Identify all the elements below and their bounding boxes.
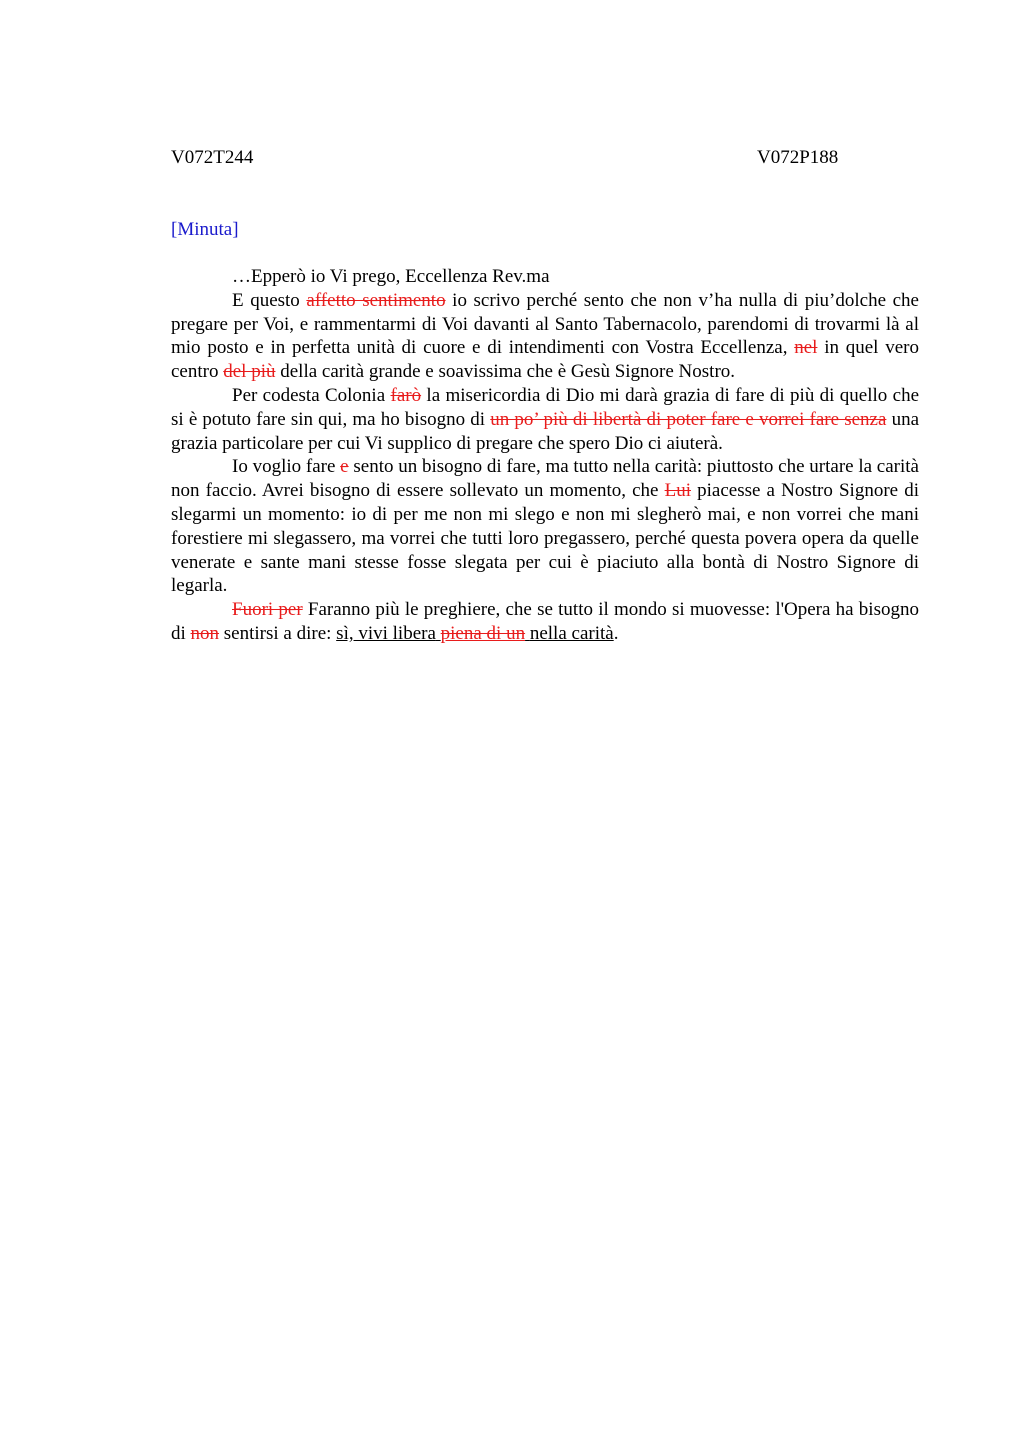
deleted-text: piena di un <box>440 622 526 644</box>
deleted-text: Fuori per <box>232 599 303 621</box>
underlined-text: nella carità <box>529 622 614 644</box>
paragraph-text: Per codesta Colonia <box>232 384 391 406</box>
paragraph-text: Faranno più le preghiere, che se tutto il mondo si muovesse: l'Opera ha bisogno di <box>171 599 919 644</box>
paragraph-2 <box>171 289 919 384</box>
paragraph-text: in quel vero centro <box>171 337 919 383</box>
paragraph-text: sentirsi a dire: <box>219 622 337 644</box>
deleted-text: farò <box>390 384 422 406</box>
deleted-text: del più <box>223 361 276 383</box>
paragraph-text: piacesse a Nostro Signore di slegarmi un momento: io di per me non mi slego e non mi slegherò mai, e non vorrei che mani forestiere mi slegassero, ma vorrei che tutti loro pregassero, perché questa povera opera da quelle venerate e sante mani stesse fosse slegata per cui è piaciuto alla bontà di Nostro Signore di legarla. <box>171 480 919 597</box>
deleted-text: nel <box>794 337 818 359</box>
paragraph-text: sento un bisogno di fare, ma tutto nella carità: piuttosto che urtare la carità non faccio. Avrei bisogno di essere sollevato un momento, che <box>171 456 919 502</box>
letter-body <box>171 265 919 646</box>
minuta-label: [Minuta] <box>171 219 239 240</box>
document-code-left: V072T244 <box>171 147 254 168</box>
paragraph-5 <box>171 598 919 646</box>
paragraph-text: …Epperò io Vi prego, Eccellenza Rev.ma <box>232 266 550 287</box>
paragraph-text: una grazia particolare per cui Vi supplico di pregare che spero Dio ci aiuterà. <box>171 408 920 454</box>
deleted-text: affetto sentimento <box>306 289 446 311</box>
paragraph-3 <box>171 384 919 455</box>
paragraph-text: E questo <box>232 289 307 311</box>
paragraph-text: io scrivo perché sento che non v’ha nulla di piu’dolche che pregare per Voi, e rammentarmi di Voi davanti al Santo Tabernacolo, parendomi di trovarmi là al mio posto e in perfetta unità di cuore e di intendimenti con Vostra Eccellenza, <box>171 289 919 359</box>
paragraph-text: della carità grande e soavissima che è Gesù Signore Nostro. <box>275 361 736 383</box>
paragraph-1 <box>171 265 919 289</box>
deleted-text: Lui <box>664 480 691 502</box>
underlined-text: sì, vivi libera <box>336 622 436 644</box>
paragraph-text: . <box>613 622 619 644</box>
document-code-right: V072P188 <box>757 147 839 168</box>
paragraph-text: Io voglio fare <box>232 456 341 478</box>
paragraph-4 <box>171 455 919 598</box>
deleted-text: non <box>190 622 220 644</box>
deleted-text: e <box>340 456 349 478</box>
deleted-text: un po’ più di libertà di poter fare e vorrei fare senza <box>490 408 887 430</box>
paragraph-text: la misericordia di Dio mi darà grazia di fare di più di quello che si è potuto fare sin qui, ma ho bisogno di <box>171 384 919 430</box>
